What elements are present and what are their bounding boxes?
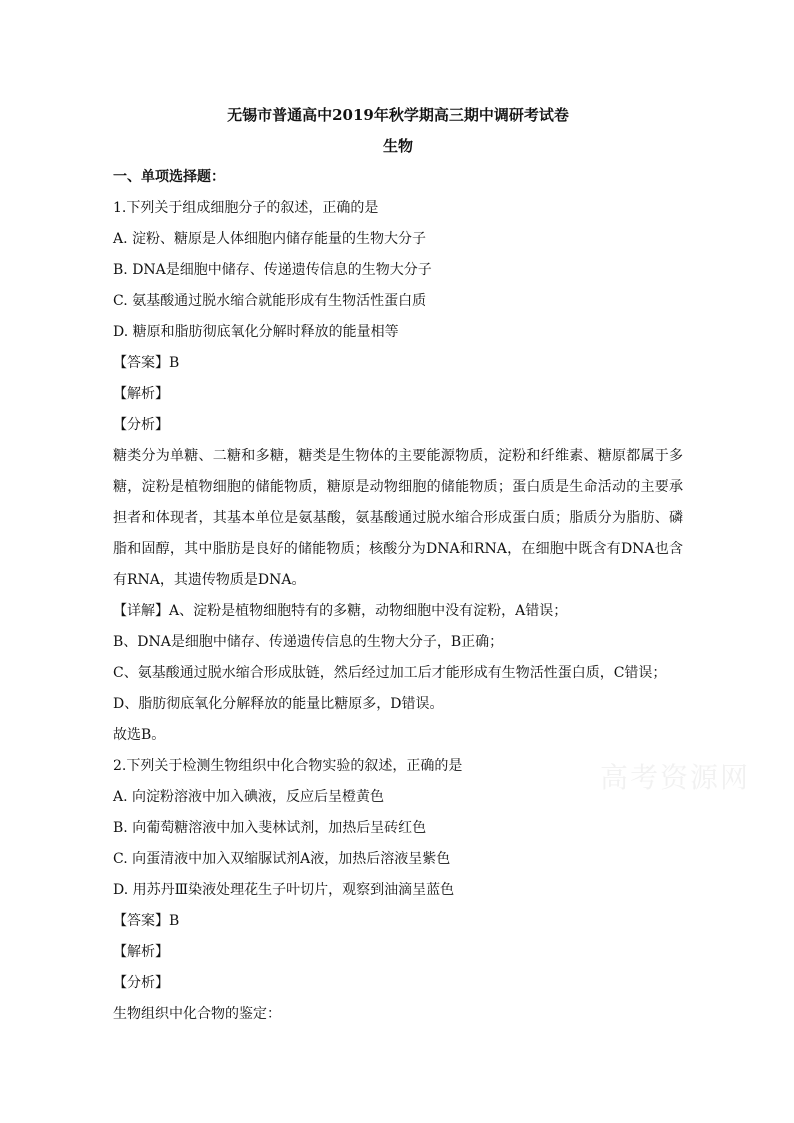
fenxi-label: 【分析】 [113, 975, 169, 991]
question-stem: 1.下列关于组成细胞分子的叙述，正确的是 [113, 200, 379, 216]
conclusion: 故选B。 [113, 727, 166, 743]
detail-line: 【详解】A、淀粉是植物细胞特有的多糖，动物细胞中没有淀粉，A错误； [113, 603, 568, 619]
detail-line: D、脂肪彻底氧化分解释放的能量比糖原多，D错误。 [113, 696, 444, 712]
jiexi-label: 【解析】 [113, 386, 169, 402]
option-a: A. 淀粉、糖原是人体细胞内储存能量的生物大分子 [113, 231, 427, 247]
question-2 [113, 751, 683, 1030]
option-b: B. DNA是细胞中储存、传递遗传信息的生物大分子 [113, 262, 432, 278]
option-c: C. 氨基酸通过脱水缩合就能形成有生物活性蛋白质 [113, 293, 427, 309]
fenxi-label: 【分析】 [113, 417, 169, 433]
answer-label: 【答案】B [113, 913, 180, 929]
option-d: D. 糖原和脂肪彻底氧化分解时释放的能量相等 [113, 324, 399, 340]
question-1 [113, 193, 683, 751]
watermark: 高考资源网 [600, 761, 751, 794]
option-a: A. 向淀粉溶液中加入碘液，反应后呈橙黄色 [113, 789, 385, 805]
option-c: C. 向蛋清液中加入双缩脲试剂A液，加热后溶液呈紫色 [113, 851, 451, 867]
detail-line: B、DNA是细胞中储存、传递遗传信息的生物大分子，B正确； [113, 634, 504, 650]
option-b: B. 向葡萄糖溶液中加入斐林试剂，加热后呈砖红色 [113, 820, 427, 836]
document-page [113, 100, 683, 1030]
question-stem: 2.下列关于检测生物组织中化合物实验的叙述，正确的是 [113, 758, 463, 774]
jiexi-label: 【解析】 [113, 944, 169, 960]
exam-subject: 生物 [382, 137, 413, 155]
analysis-paragraph: 糖类分为单糖、二糖和多糖，糖类是生物体的主要能源物质，淀粉和纤维素、糖原都属于多糖，淀粉是植物细胞的储能物质，糖原是动物细胞的储能物质；蛋白质是生命活动的主要承担者和体现者，其基本单位是氨基酸，氨基酸通过脱水缩合形成蛋白质；脂质分为脂肪、磷脂和固醇，其中脂肪是良好的储能物质；核酸分为DNA和RNA，在细胞中既含有DNA也含有RNA，其遗传物质是DNA。 [113, 448, 683, 588]
detail-line: C、氨基酸通过脱水缩合形成肽链，然后经过加工后才能形成有生物活性蛋白质，C错误； [113, 665, 667, 681]
section-heading: 一、单项选择题： [113, 169, 225, 185]
answer-label: 【答案】B [113, 355, 180, 371]
analysis-start: 生物组织中化合物的鉴定： [113, 1006, 281, 1022]
option-d: D. 用苏丹Ⅲ染液处理花生子叶切片，观察到油滴呈蓝色 [113, 882, 455, 898]
exam-title: 无锡市普通高中2019年秋学期高三期中调研考试卷 [227, 106, 569, 124]
